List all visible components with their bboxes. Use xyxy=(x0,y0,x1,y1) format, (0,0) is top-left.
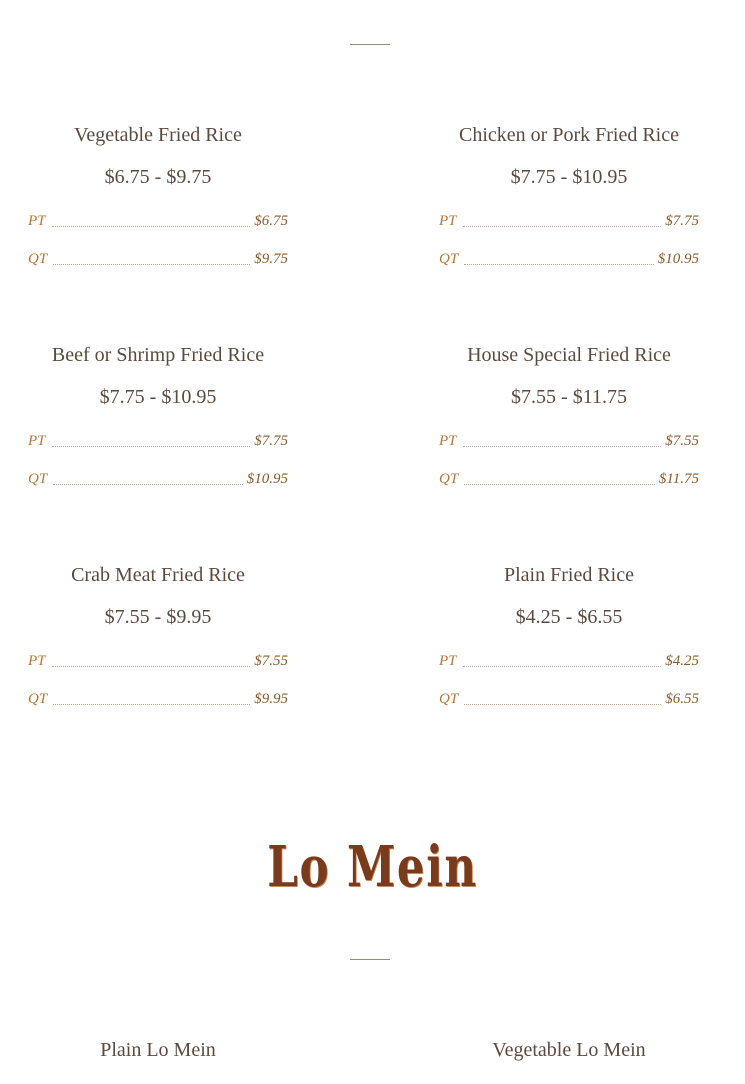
leader-dots xyxy=(463,225,662,227)
price-row-qt xyxy=(439,468,699,488)
size-label: QT xyxy=(439,251,459,267)
leader-dots xyxy=(53,263,250,265)
size-label: QT xyxy=(439,691,459,707)
price-row-pt xyxy=(28,650,288,670)
price-value: $6.55 xyxy=(665,691,699,707)
price-row-pt xyxy=(28,210,288,230)
price-value: $10.95 xyxy=(657,251,699,267)
price-value: $7.75 xyxy=(665,213,699,229)
price-value: $9.95 xyxy=(254,691,288,707)
leader-dots xyxy=(52,225,251,227)
leader-dots xyxy=(463,665,662,667)
size-label: QT xyxy=(439,471,459,487)
size-label: QT xyxy=(28,471,48,487)
size-label: QT xyxy=(28,251,48,267)
price-row-pt xyxy=(439,430,699,450)
size-label: QT xyxy=(28,691,48,707)
menu-item-name: Vegetable Lo Mein xyxy=(492,1039,646,1061)
section-divider xyxy=(350,959,390,960)
section-divider xyxy=(350,44,390,45)
leader-dots xyxy=(464,483,655,485)
price-value: $4.25 xyxy=(665,653,699,669)
price-value: $6.75 xyxy=(254,213,288,229)
size-label: PT xyxy=(439,213,457,229)
price-value: $7.75 xyxy=(254,433,288,449)
menu-item-price-range: $4.25 - $6.55 xyxy=(515,606,623,628)
price-row-pt xyxy=(439,650,699,670)
leader-dots xyxy=(52,665,251,667)
leader-dots xyxy=(53,703,250,705)
price-row-qt xyxy=(439,688,699,708)
menu-item-name: House Special Fried Rice xyxy=(467,344,671,366)
size-label: PT xyxy=(439,433,457,449)
menu-item-price-range: $6.75 - $9.75 xyxy=(104,166,212,188)
price-value: $9.75 xyxy=(254,251,288,267)
size-label: PT xyxy=(28,213,46,229)
price-value: $7.55 xyxy=(254,653,288,669)
price-value: $10.95 xyxy=(246,471,288,487)
price-value: $7.55 xyxy=(665,433,699,449)
menu-item-price-range: $7.75 - $10.95 xyxy=(510,166,628,188)
leader-dots xyxy=(464,263,654,265)
menu-item-name: Plain Lo Mein xyxy=(100,1039,216,1061)
menu-item-name: Vegetable Fried Rice xyxy=(74,124,242,146)
section-title-lo-mein: Lo Mein xyxy=(267,834,478,900)
price-value: $11.75 xyxy=(658,471,699,487)
menu-item-price-range: $7.55 - $11.75 xyxy=(511,386,627,408)
leader-dots xyxy=(464,703,661,705)
menu-item-name: Beef or Shrimp Fried Rice xyxy=(51,344,265,366)
size-label: PT xyxy=(28,653,46,669)
price-row-qt xyxy=(28,688,288,708)
price-row-qt xyxy=(28,468,288,488)
menu-item-price-range: $7.75 - $10.95 xyxy=(99,386,217,408)
size-label: PT xyxy=(28,433,46,449)
menu-item-name: Chicken or Pork Fried Rice xyxy=(459,124,679,146)
price-row-qt xyxy=(439,248,699,268)
size-label: PT xyxy=(439,653,457,669)
menu-item-name: Crab Meat Fried Rice xyxy=(71,564,245,586)
leader-dots xyxy=(463,445,662,447)
price-row-pt xyxy=(28,430,288,450)
price-row-pt xyxy=(439,210,699,230)
leader-dots xyxy=(52,445,251,447)
menu-item-price-range: $7.55 - $9.95 xyxy=(104,606,212,628)
price-row-qt xyxy=(28,248,288,268)
leader-dots xyxy=(53,483,243,485)
menu-item-name: Plain Fried Rice xyxy=(504,564,634,586)
